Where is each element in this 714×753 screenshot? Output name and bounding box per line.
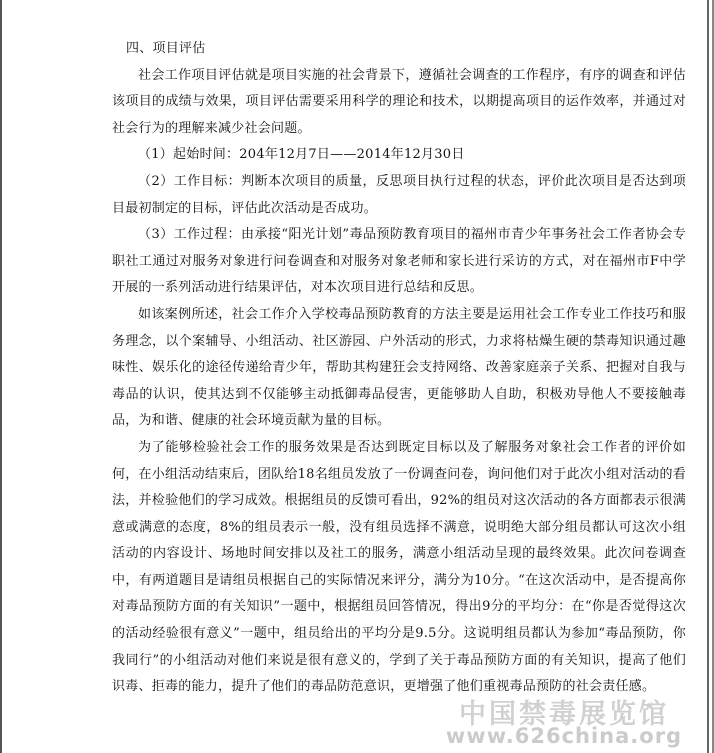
section-heading: 四、项目评估 xyxy=(126,41,206,56)
paragraph-intro: 社会工作项目评估就是项目实施的社会背景下，遵循社会调查的工作程序，有序的调查和评估该项目的成绩与效果，项目评估需要采用科学的理论和技术，以期提高项目的运作效率，并通过对社会行为的理解来减少社会问题。 xyxy=(112,67,686,136)
page-right-border xyxy=(707,0,709,753)
paragraph-method-summary: 如该案例所述，社会工作介入学校毒品预防教育的方法主要是运用社会工作专业工作技巧和服务理念，以个案辅导、小组活动、社区游园、户外活动的形式，力求将枯燥生硬的禁毒知识通过趣味性、娱乐化的途径传递给青少年，帮助其构建狂会支持网络、改善家庭亲子关系、把握对自我与毒品的认识，使其达到不仅能够主动抵御毒品侵害，更能够助人自助，积极劝导他人不要接触毒品，为和谐、健康的社会环境贡献为量的目标。 xyxy=(112,306,686,429)
page-left-border xyxy=(0,0,2,753)
paragraph-start-time: （1）起始时间：204年12月7日——2014年12月30日 xyxy=(138,147,465,163)
paragraph-work-goal: （2）工作目标：判断本次项目的质量，反思项目执行过程的状态，评价此次项目是否达到项目最初制定的目标，评估此次活动是否成功。 xyxy=(112,173,686,216)
paragraph-work-process: （3）工作过程：由承接“阳光计划”毒品预防教育项目的福州市青少年事务社会工作者协会专职社工通过对服务对象进行问卷调查和对服务对象老师和家长进行采访的方式，对在福州市F中学开展的一系列活动进行结果评估，对本次项目进行总结和反思。 xyxy=(112,227,686,296)
watermark-title: 中国禁毒展览馆 xyxy=(459,699,669,730)
paragraph-survey-results: 为了能够检验社会工作的服务效果是否达到既定目标以及了解服务对象社会工作者的评价如何，在小组活动结束后，团队给18名组员发放了一份调查问卷，询问他们对于此次小组对活动的看法，并检验他们的学习成效。根据组员的反馈可看出，92%的组员对这次活动的各方面都表示很满意或满意的态度，8%的组员表示一般，没有组员选择不满意，说明绝大部分组员都认可这次小组活动的内容设计、场地时间安排以及社工的服务，满意小组活动呈现的最终效果。此次问卷调查中，有两道题目是请组员根据自己的实际情况来评分，满分为10分。“在这次活动中，是否提高你对毒品预防方面的有关知识”一题中，根据组员回答情况，得出9分的平均分：在“你是否觉得这次的活动经验很有意义”一题中，组员给出的平均分是9.5分。这说明组员都认为参加“毒品预防，你我同行”的小组活动对他们来说是很有意义的，学到了关于毒品预防方面的有关知识，提高了他们识毒、拒毒的能力，提升了他们的毒品防范意识，更增强了他们重视毒品预防的社会责任感。 xyxy=(112,439,686,695)
document-body xyxy=(112,36,686,701)
watermark-url: www.626china.org xyxy=(445,724,683,748)
